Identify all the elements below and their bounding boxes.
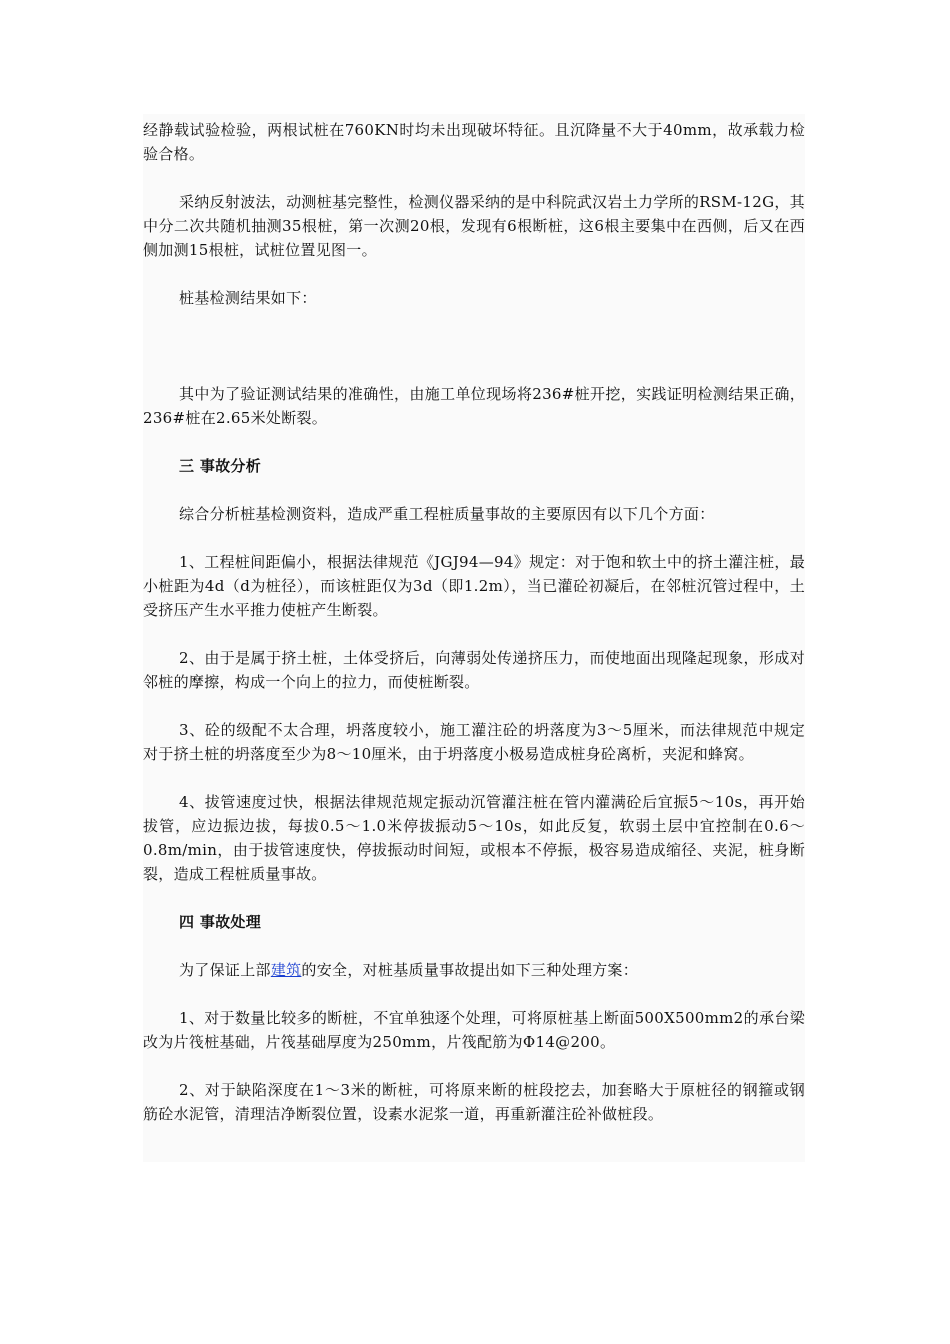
paragraph-treatment-2: 2、对于缺陷深度在1～3米的断桩，可将原来断的桩段挖去，加套略大于原桩径的钢箍或钢筋砼水泥管，清理洁净断裂位置，设素水泥浆一道，再重新灌注砼补做桩段。: [143, 1081, 805, 1123]
paragraph-cause-3: 3、砼的级配不太合理，坍落度较小，施工灌注砼的坍落度为3～5厘米，而法律规范中规定对于挤土桩的坍落度至少为8～10厘米，由于坍落度小极易造成桩身砼离析，夹泥和蜂窝。: [143, 721, 805, 763]
paragraph-cause-4: 4、拔管速度过快，根据法律规范规定振动沉管灌注桩在管内灌满砼后宜振5～10s，再开始拔管，应边振边拔，每拔0.5～1.0米停拔振动5～10s，如此反复，软弱土层中宜控制在0.6～0.8m/min，由于拔管速度快，停拔振动时间短，或根本不停振，极容易造成缩径、夹泥，桩身断裂，造成工程桩质量事故。: [143, 793, 805, 883]
document-body: [143, 118, 805, 1150]
paragraph-cause-1: 1、工程桩间距偏小，根据法律规范《JGJ94—94》规定：对于饱和软土中的挤土灌注桩，最小桩距为4d（d为桩径），而该桩距仅为3d（即1.2m），当已灌砼初凝后，在邻桩沉管过程中，土受挤压产生水平推力使桩产生断裂。: [143, 553, 805, 619]
paragraph-treatment-1: 1、对于数量比较多的断桩，不宜单独逐个处理，可将原桩基上断面500X500mm2的承台梁改为片筏桩基础，片筏基础厚度为250mm，片筏配筋为Φ14@200。: [143, 1009, 805, 1051]
paragraph-load-test: 经静载试验检验，两根试桩在760KN时均未出现破坏特征。且沉降量不大于40mm，故承载力检验合格。: [143, 121, 805, 163]
section-heading-treatment: 四 事故处理: [179, 913, 262, 931]
treatment-intro-prefix: 为了保证上部: [179, 961, 271, 979]
missing-figure-space: [143, 334, 805, 382]
paragraph-reflection-wave: 采纳反射波法，动测桩基完整性，检测仪器采纳的是中科院武汉岩土力学所的RSM-12G，其中分二次共随机抽测35根桩，第一次测20根，发现有6根断桩，这6根主要集中在西侧，后又在西侧加测15根桩，试桩位置见图一。: [143, 193, 805, 259]
paragraph-verification: 其中为了验证测试结果的准确性，由施工单位现场将236#桩开挖，实践证明检测结果正确，236#桩在2.65米处断裂。: [143, 385, 805, 427]
paragraph-results-intro: 桩基检测结果如下：: [179, 289, 317, 307]
section-heading-analysis: 三 事故分析: [179, 457, 262, 475]
building-link[interactable]: 建筑: [270, 961, 302, 979]
paragraph-cause-2: 2、由于是属于挤土桩，土体受挤后，向薄弱处传递挤压力，而使地面出现隆起现象，形成对邻桩的摩擦，构成一个向上的拉力，而使桩断裂。: [143, 649, 805, 691]
paragraph-analysis-intro: 综合分析桩基检测资料，造成严重工程桩质量事故的主要原因有以下几个方面：: [179, 505, 715, 523]
treatment-intro-suffix: 的安全，对桩基质量事故提出如下三种处理方案：: [301, 961, 639, 979]
paragraph-treatment-intro: [143, 958, 805, 982]
